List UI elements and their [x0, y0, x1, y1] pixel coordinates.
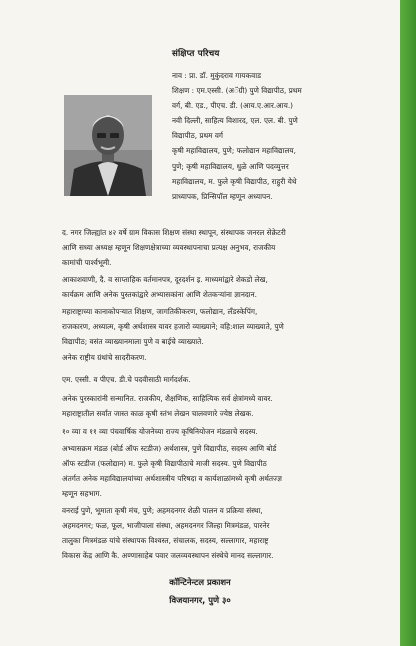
paragraph-line: अनेक पुरस्कारांनी सन्मानित. राजकीय, शैक्षणिक, साहित्यिक सर्व क्षेत्रांमध्ये वावर. — [62, 394, 273, 403]
paragraph-line: अभ्यासक्रम मंडळ (बोर्ड ऑफ स्टडीज) अर्थशास्त्र, पुणे विद्यापीठ, सदस्य आणि बोर्ड — [62, 444, 277, 453]
publisher-name: कॉन्टिनेन्टल प्रकाशन — [169, 577, 231, 587]
paragraph-line: आणि सध्या अध्यक्ष म्हणून शिक्षणक्षेत्राच्या व्यवस्थापनाचा प्रत्यक्ष अनुभव, राजकीय — [62, 242, 276, 252]
bio-line: नवी दिल्ली, साहित्य विशारद, एल. एल. बी. पुणे — [172, 116, 298, 126]
paragraph-media — [62, 273, 362, 303]
bio-line: शिक्षण : एम.एस्सी. (अॅग्री) पुणे विद्यापीठ, प्रथम — [172, 86, 302, 96]
paragraph-education-work — [62, 226, 362, 271]
bio-line: कृषी महाविद्यालय, पुणे; फलोद्यान महाविद्यालय, — [172, 146, 296, 156]
paragraph-planning — [62, 425, 362, 440]
paragraph-books — [62, 351, 362, 366]
paragraph-line: द. नगर जिल्ह्यांत ४२ वर्षे ग्राम विकास शिक्षण संस्था स्थापून, संस्थापक जनरल सेक्रेटरी — [62, 228, 286, 237]
paragraph-line: विद्यापीठ; वसंत व्याख्यानमाला पुणे व बाईचे व्याख्याते. — [62, 336, 204, 346]
paragraph-organisations — [62, 504, 362, 564]
paragraph-line: वनराई पुणे, भूमाता कृषी मंच, पुणे; अहमदनगर शेळी पालन व प्रक्रिया संस्था, — [62, 506, 263, 515]
publisher-address: विजयानगर, पुणे ३० — [169, 595, 231, 605]
paragraph-line: महाराष्ट्राच्या कानाकोपऱ्यात शिक्षण, जागतिकीकरण, फलोद्यान, लँडस्केपिंग, — [62, 307, 258, 316]
cover-spine-strip — [400, 0, 416, 646]
paragraph-line: अनेक राष्ट्रीय ग्रंथांचे सादरीकरण. — [62, 353, 147, 362]
paragraph-line: अंतर्गत अनेक महाविद्यालयांच्या अर्थशास्त्रीय परिषदा व कार्यशाळांमध्ये कृषी अर्थतज्ज्ञ — [62, 473, 282, 483]
paragraph-line: ऑफ स्टडीज (फलोद्यान) म. फुले कृषी विद्यापीठाचे माजी सदस्य. पुणे विद्यापीठ — [62, 458, 267, 468]
section-heading: संक्षिप्त परिचय — [172, 49, 220, 59]
bio-line: नाव : प्रा. डॉ. मुकुंदराव गायकवाड — [172, 71, 261, 80]
author-photo — [64, 95, 152, 196]
paragraph-line: विकास केंद्र आणि कै. अण्णासाहेब पवार जलव्यवस्थापन संस्थेचे मानद सल्लागार. — [62, 550, 274, 560]
paragraph-line: तालुका मित्रमंडळ यांचे संस्थापक विश्वस्त, संचालक, सदस्य, सल्लागार, महाराष्ट्र — [62, 535, 269, 545]
paragraph-awards — [62, 392, 362, 422]
bio-line: प्राध्यापक, प्रिन्सिपॉल म्हणून अध्यापन. — [172, 191, 273, 201]
author-bio — [172, 68, 348, 204]
paragraph-line: राजकारण, अध्यात्म, कृषी अर्थशास्त्र यावर हजारो व्याख्याने; वहि:शाल व्याख्याते, पुणे — [62, 321, 284, 331]
bio-line: महाविद्यालय, म. फुले कृषी विद्यापीठ, राहुरी येथे — [172, 176, 297, 186]
bio-line: वर्ग, बी. एड., पीएच. डी. (आय.ए.आर.आय.) — [172, 101, 293, 111]
paragraph-line: म्हणून सहभाग. — [62, 488, 102, 498]
paragraph-line: आकाशवाणी, दै. व साप्ताहिक वर्तमानपत्र, दूरदर्शन इ. माध्यमांद्वारे शेकडो लेख, — [62, 275, 268, 284]
paragraph-board — [62, 442, 362, 502]
bio-line: पुणे; कृषी महाविद्यालय, धुळे आणि पदव्युत्तर — [172, 161, 289, 171]
paragraph-line: कामांची पार्श्वभूमी. — [62, 257, 112, 267]
paragraph-guide — [62, 373, 362, 388]
paragraph-line: अहमदनगर; फळ, फूल, भाजीपाला संस्था, अहमदनगर जिल्हा मित्रमंडळ, पारनेर — [62, 520, 270, 530]
paragraph-lectures — [62, 305, 362, 350]
paragraph-line: महाराष्ट्रातील सर्वांत जास्त काळ कृषी स्तंभ लेखन चालवणारे ज्येष्ठ लेखक. — [62, 408, 254, 418]
paragraph-line: १० व्या व ११ व्या पंचवार्षिक योजनेच्या राज्य कृषिनियोजन मंडळाचे सदस्य. — [62, 427, 258, 436]
paragraph-line: कार्यक्रम आणि अनेक पुस्तकांद्वारे अभ्यासकांना आणि शेतकऱ्यांना ज्ञानदान. — [62, 289, 257, 299]
bio-line: विद्यापीठ, प्रथम वर्ग — [172, 131, 224, 141]
paragraph-line: एम. एस्सी. व पीएच. डी.चे पदवीसाठी मार्गदर्शक. — [62, 375, 191, 384]
